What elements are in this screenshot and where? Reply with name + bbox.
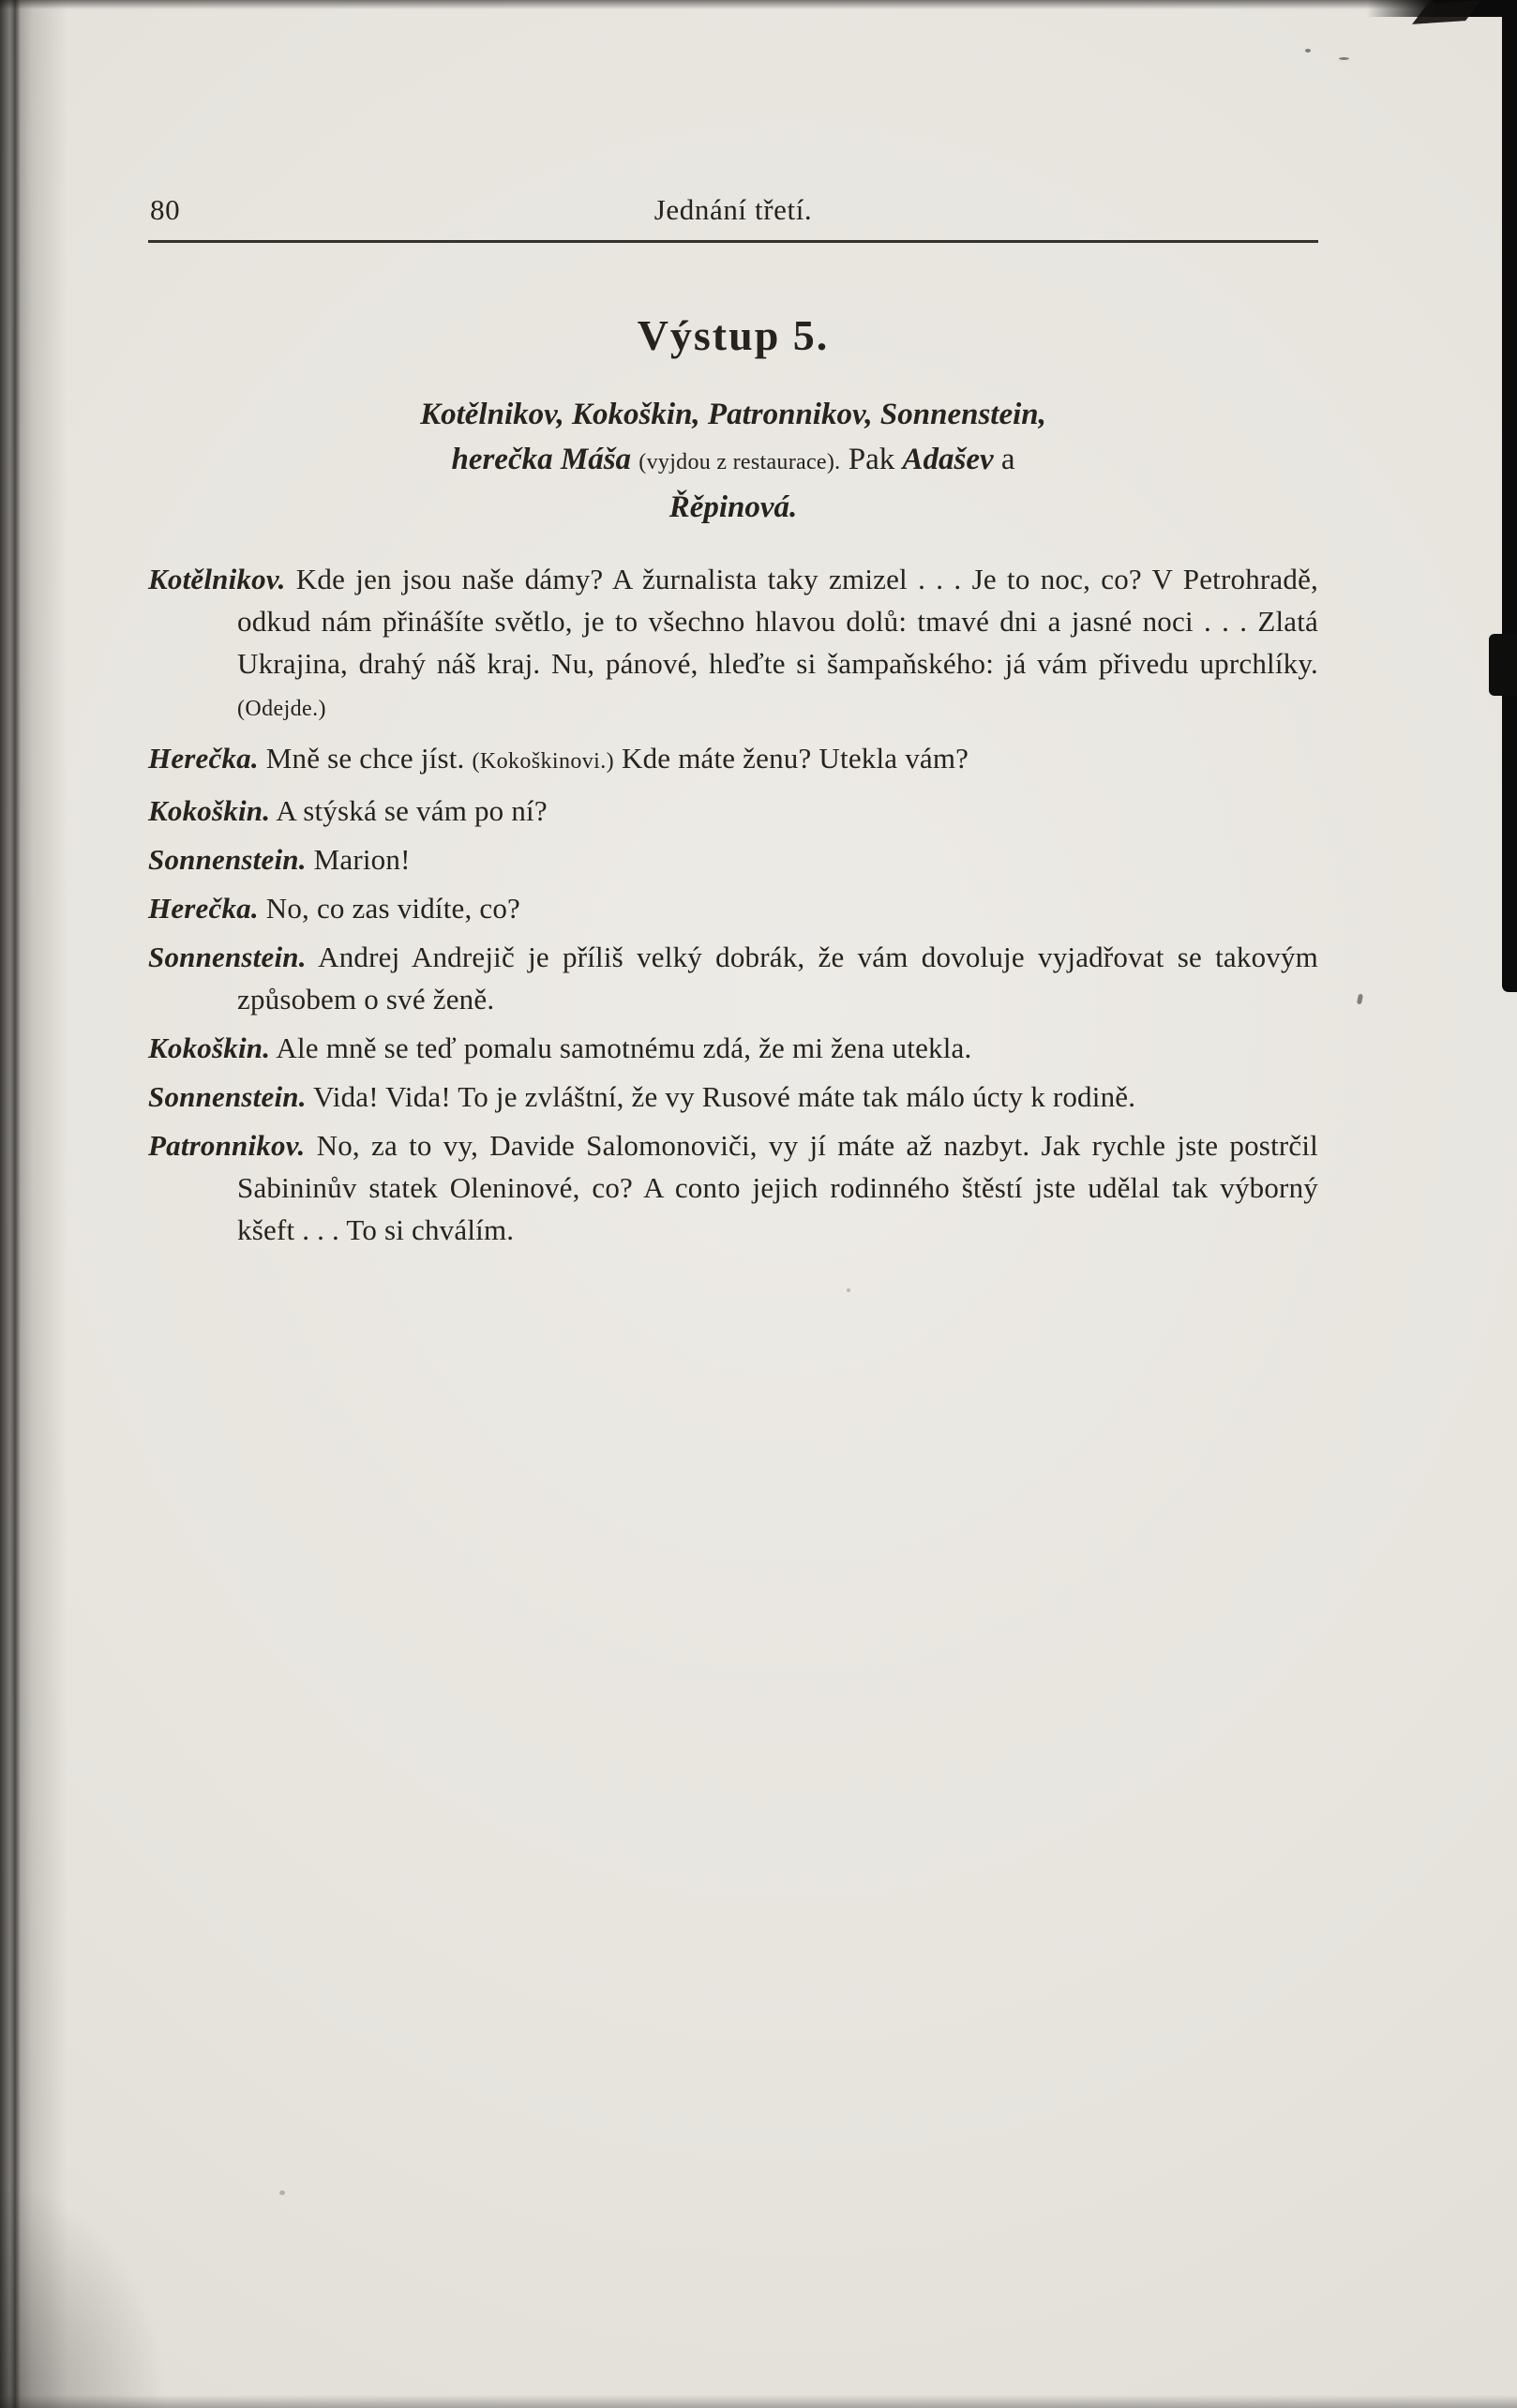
dialogue-line (148, 838, 1318, 880)
dialogue-line (148, 1076, 1318, 1118)
speaker-name: Herečka. (148, 892, 259, 925)
scan-bottom-edge-shadow (0, 2395, 1517, 2408)
dialogue-line (148, 936, 1318, 1020)
speaker-name: Sonnenstein. (148, 941, 307, 973)
cast-line-1 (148, 392, 1318, 437)
scan-top-edge-shadow (0, 0, 1517, 9)
speech-text: Mně se chce jíst. (258, 742, 473, 775)
scan-speck (1357, 994, 1363, 1005)
speech-text: Kde jen jsou naše dámy? A žurnalista taky zmizel . . . Je to noc, co? V Petrohradě, odkud nám přinášíte světlo, je to všechno hlavou dolů: tmavé dni a jasné noci . . . Zlatá Ukrajina, drahý náš kraj. Nu, pánové, hleďte si šampaňského: já vám přivedu uprchlíky. (237, 563, 1318, 680)
cast-names: Adašev (902, 443, 994, 476)
cast-line-2 (148, 437, 1318, 485)
speaker-name: Sonnenstein. (148, 843, 307, 876)
cast-line-3 (148, 485, 1318, 530)
scan-bottom-left-shadow (0, 2183, 169, 2408)
cast-names: Řěpinová. (668, 490, 798, 524)
scan-right-black-mark (1489, 634, 1517, 696)
speaker-name: Sonnenstein. (148, 1080, 307, 1113)
stage-direction: (Kokoškinovi.) (472, 749, 615, 774)
cast-names: Kotělnikov, Kokoškin, Patronnikov, Sonnenstein, (420, 398, 1046, 431)
speech-text: Kde máte ženu? Utekla vám? (614, 742, 969, 775)
type-area (148, 193, 1318, 1257)
running-header-title: Jednání třetí. (653, 193, 813, 226)
stage-direction: (Odejde.) (237, 697, 326, 721)
cast-names: herečka Máša (451, 443, 639, 476)
dialogue-line (148, 1027, 1318, 1069)
dialogue-line (148, 887, 1318, 929)
speaker-name: Patronnikov. (148, 1129, 306, 1162)
speech-text: A stýská se vám po ní? (270, 794, 548, 827)
speaker-name: Kokoškin. (148, 794, 271, 827)
cast-connector: Pak (840, 443, 903, 476)
page-number: 80 (150, 193, 181, 226)
scan-speck (1339, 57, 1349, 60)
scene-title: Výstup 5. (637, 311, 830, 359)
dialogue-block (148, 558, 1318, 1251)
cast-connector: a (993, 443, 1015, 476)
scan-speck (279, 2190, 285, 2195)
scan-left-binding-line (9, 0, 21, 2408)
speech-text: Ale mně se teď pomalu samotnému zdá, že mi žena utekla. (270, 1031, 972, 1064)
scan-right-page-edge (1502, 0, 1517, 992)
speech-text: No, za to vy, Davide Salomonoviči, vy jí máte až nazbyt. Jak rychle jste postrčil Sabininův statek Oleninové, co? A conto jejich rodinného štěstí jste udělal tak výborný kšeft . . . To si chválím. (237, 1129, 1318, 1246)
header-rule (148, 240, 1318, 243)
stage-direction: (vyjdou z restaurace). (638, 450, 841, 474)
running-header (148, 193, 1318, 227)
dialogue-line (148, 558, 1318, 730)
dialogue-line (148, 790, 1318, 832)
speech-text: No, co zas vidíte, co? (258, 892, 521, 925)
speaker-name: Kokoškin. (148, 1031, 271, 1064)
speech-text: Marion! (306, 843, 411, 876)
speech-text: Vida! Vida! To je zvláštní, že vy Rusové máte tak málo úcty k rodině. (306, 1080, 1136, 1113)
speaker-name: Herečka. (148, 742, 259, 775)
scene-cast-list (148, 392, 1318, 530)
dialogue-line (148, 1124, 1318, 1251)
speech-text: Andrej Andrejič je příliš velký dobrák, že vám dovoluje vyjadřovat se takovým způsobem o své ženě. (237, 941, 1318, 1016)
speaker-name: Kotělnikov. (148, 563, 286, 595)
scan-speck (1305, 49, 1311, 53)
dialogue-line (148, 737, 1318, 783)
scan-speck (847, 1288, 850, 1292)
